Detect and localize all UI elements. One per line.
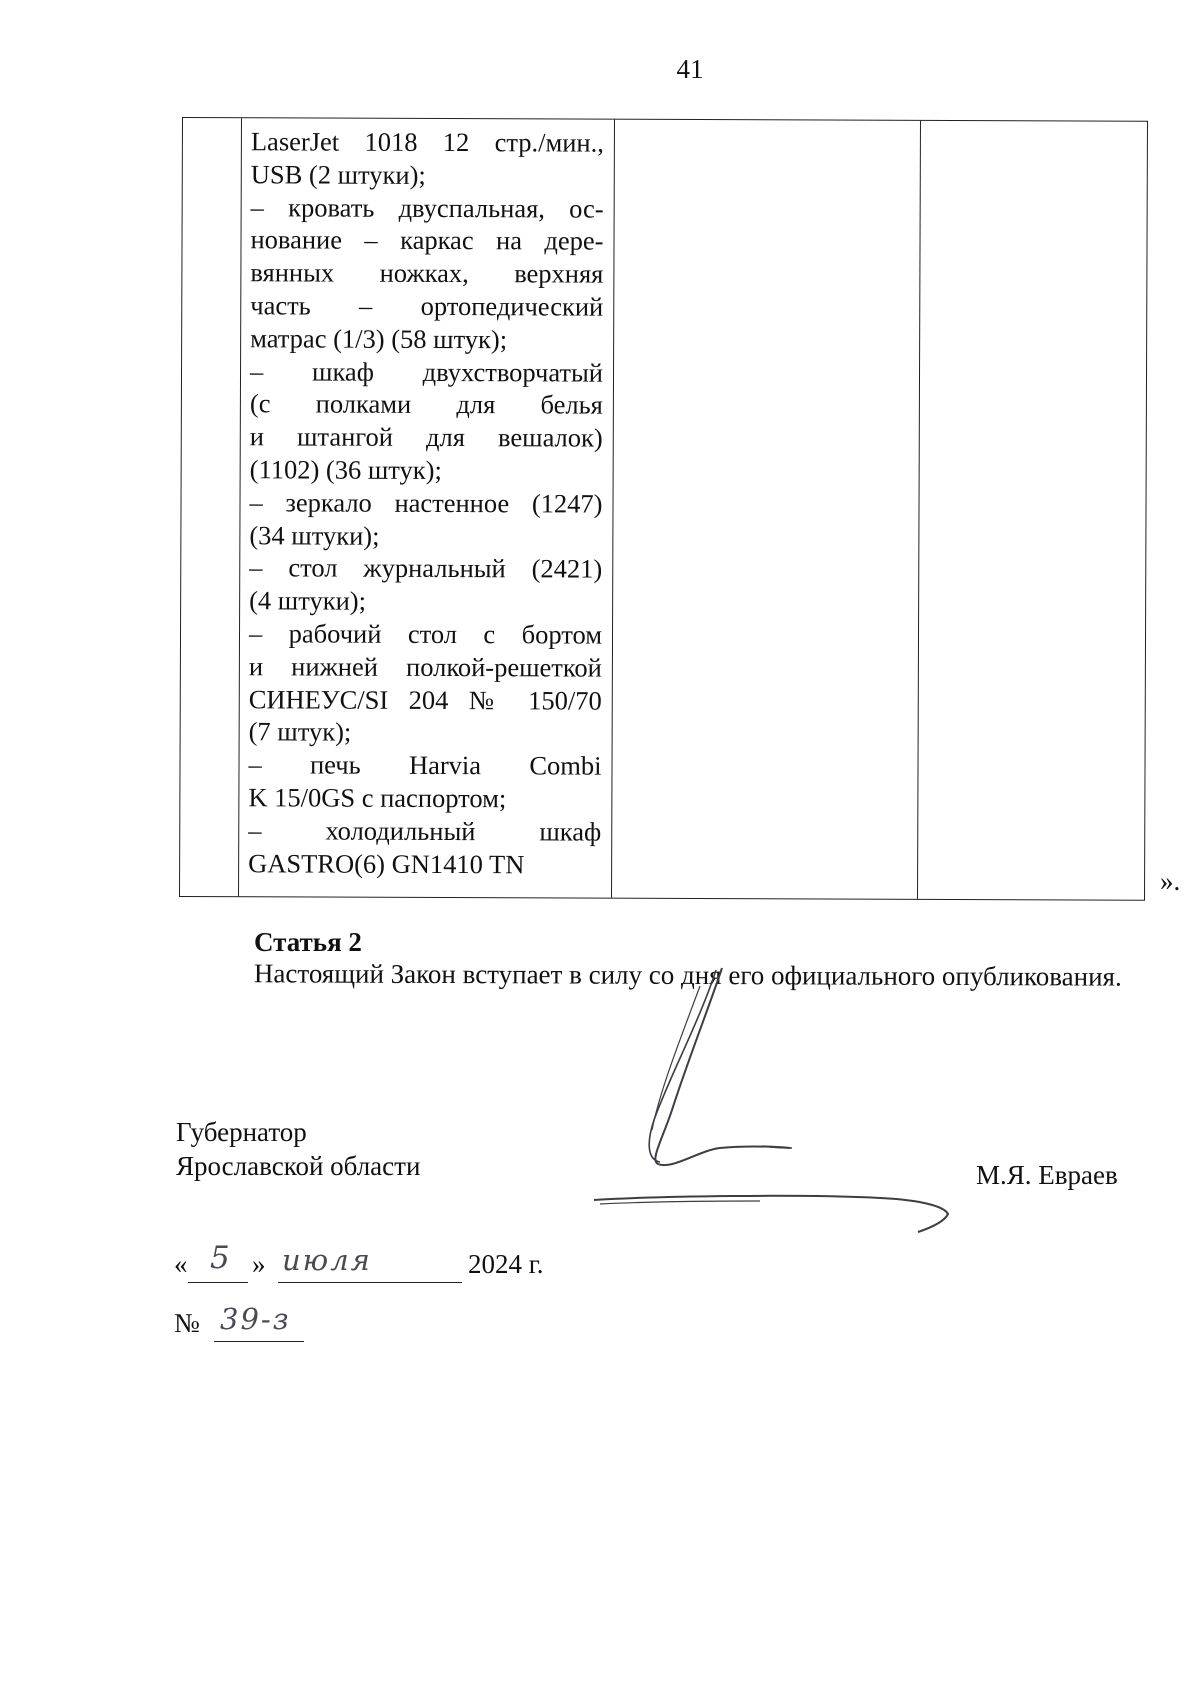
description-line: (4 штуки); bbox=[249, 585, 367, 616]
law-number-line bbox=[174, 1302, 374, 1378]
date-close-quote: » bbox=[252, 1249, 266, 1279]
signatory-title-line: Ярославской области bbox=[176, 1151, 421, 1181]
table-column-third bbox=[611, 120, 921, 899]
number-sign: № bbox=[174, 1308, 200, 1338]
date-month-underline bbox=[278, 1282, 462, 1283]
table-column-number bbox=[180, 118, 242, 896]
description-line: вянных ножках, верхняя bbox=[250, 257, 604, 289]
law-number-underline bbox=[214, 1341, 304, 1342]
page-number: 41 bbox=[676, 54, 704, 84]
items-table bbox=[179, 117, 1148, 901]
description-line: матрас (1/3) (58 штук); bbox=[250, 323, 508, 355]
table-column-description bbox=[238, 118, 615, 897]
description-line: (1102) (36 штук); bbox=[249, 454, 442, 485]
description-line: (с полками для белья bbox=[249, 388, 603, 420]
description-line: – печь Harvia Combi bbox=[248, 749, 602, 781]
description-line: USB (2 штуки); bbox=[250, 159, 426, 190]
signatory-name: М.Я. Евраев bbox=[976, 1160, 1118, 1190]
description-line: – холодильный шкаф bbox=[248, 814, 602, 847]
date-month: июля bbox=[282, 1243, 372, 1277]
description-line: LaserJet 1018 12 стр./мин., bbox=[250, 126, 604, 158]
description-line: (34 штуки); bbox=[249, 519, 380, 551]
date-line bbox=[174, 1240, 694, 1299]
date-year: 2024 г. bbox=[468, 1249, 544, 1279]
law-number-value: 39-з bbox=[220, 1302, 291, 1336]
description-line: – кровать двуспальная, ос- bbox=[250, 191, 604, 224]
description-line: – рабочий стол с бортом bbox=[248, 618, 603, 650]
closing-quote: ». bbox=[1160, 866, 1181, 896]
description-line: и штангой для вешалок) bbox=[249, 421, 603, 453]
date-day-underline bbox=[188, 1282, 248, 1283]
signatory-title bbox=[176, 1115, 420, 1183]
date-open-quote: « bbox=[174, 1249, 188, 1279]
article-text: Настоящий Закон вступает в силу со дня его официального опубликования. bbox=[253, 958, 1122, 992]
article-heading: Статья 2 bbox=[254, 927, 362, 957]
description-line: GASTRO(6) GN1410 TN bbox=[248, 847, 525, 879]
description-line: СИНЕУС/SI 204 № 150/70 bbox=[248, 683, 602, 716]
signatory-title-line: Губернатор bbox=[176, 1117, 307, 1147]
description-line: – стол журнальный (2421) bbox=[249, 552, 603, 584]
date-day: 5 bbox=[210, 1240, 232, 1276]
description-line: и нижней полкой-решеткой bbox=[248, 651, 602, 683]
description-line: – шкаф двухстворчатый bbox=[249, 355, 604, 388]
table-column-fourth bbox=[917, 121, 1148, 900]
description-line: K 15/0GS с паспортом; bbox=[248, 782, 507, 814]
description-line: (7 штук); bbox=[248, 716, 352, 747]
description-line: часть – ортопедический bbox=[250, 290, 604, 322]
description-cell bbox=[248, 125, 604, 881]
description-line: нование – каркас на дере- bbox=[250, 224, 604, 257]
description-line: – зеркало настенное (1247) bbox=[249, 487, 603, 519]
